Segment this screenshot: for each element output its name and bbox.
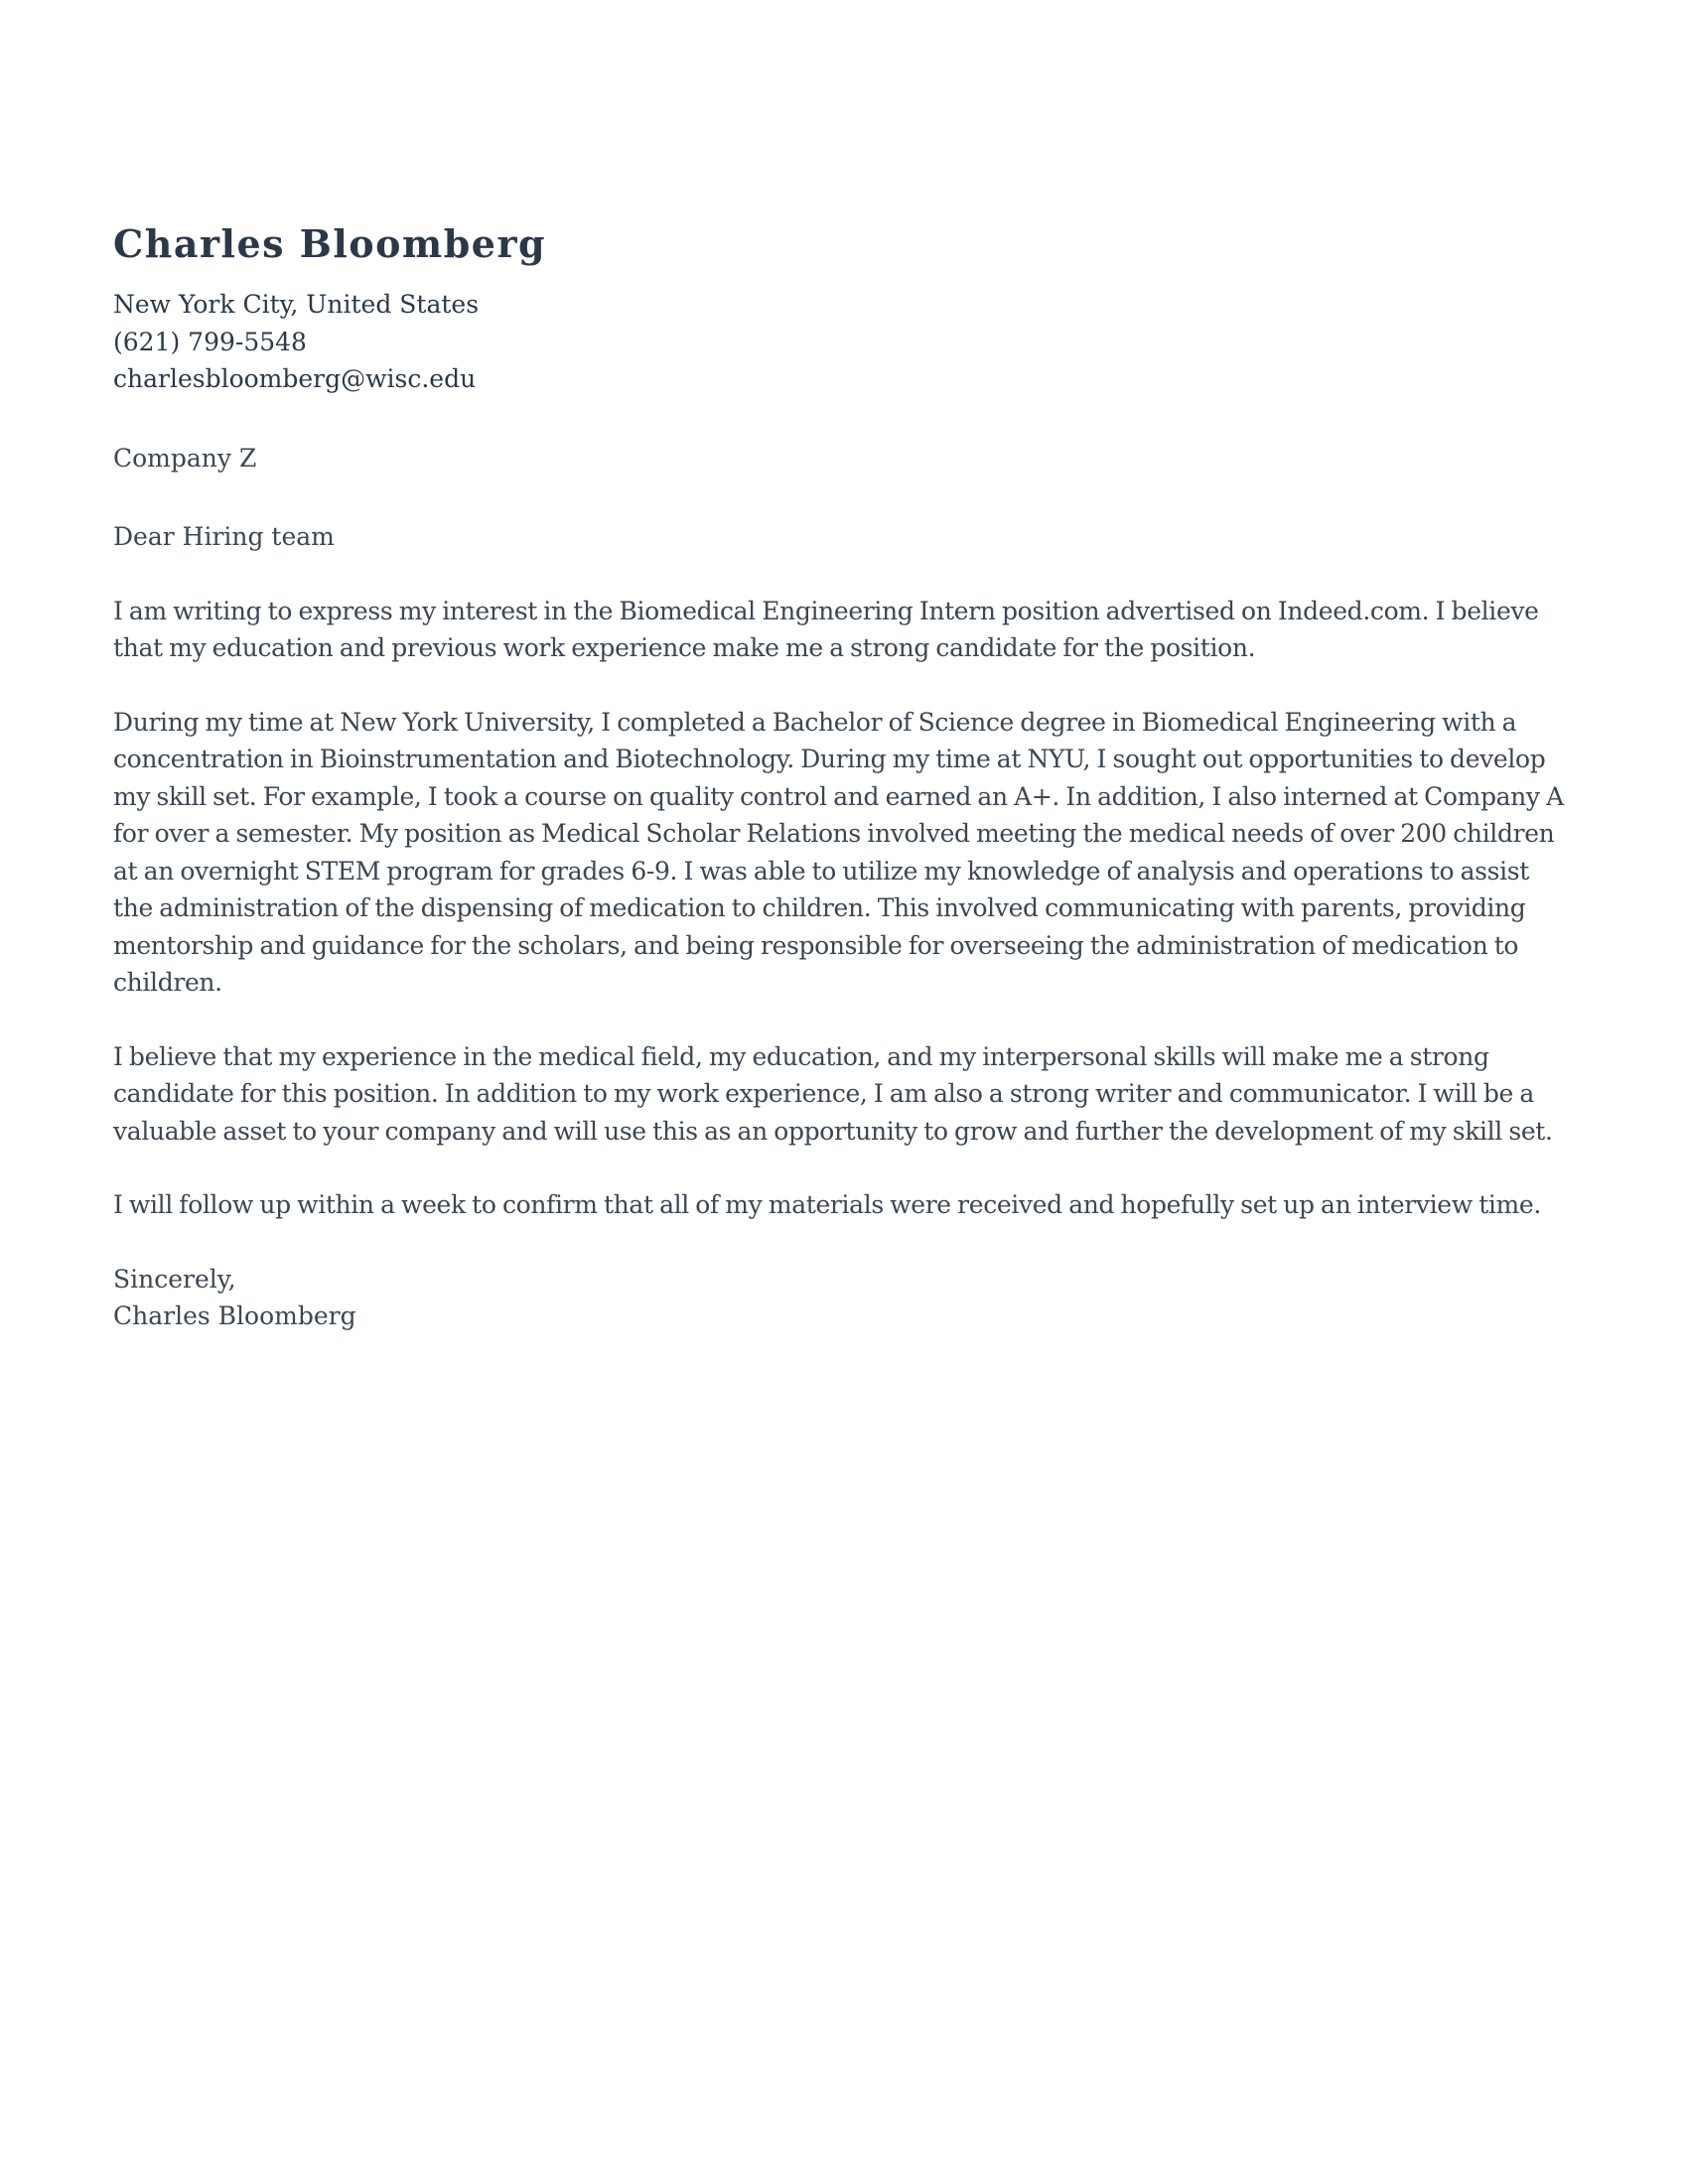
sender-email: charlesbloomberg@wisc.edu: [113, 364, 477, 393]
body-paragraph-4: I will follow up within a week to confirm that all of my materials were received and hopefully set up an interview time.: [113, 1190, 1541, 1219]
recipient-company: Company Z: [113, 443, 257, 473]
body-paragraph-2: During my time at New York University, I completed a Bachelor of Science degree in Biomedical Engineering with a concentration in Bioinstrumentation and Biotechnology. During my time at NYU, I sought out opportunities to develop my skill set. For example, I took a course on quality control and earned an A+. In addition, I also interned at Company A for over a semester. My position as Medical Scholar Relations involved meeting the medical needs of over 200 children at an overnight STEM program for grades 6-9. I was able to utilize my knowledge of analysis and operations to assist the administration of the dispensing of medication to children. This involved communicating with parents, providing mentorship and guidance for the scholars, and being responsible for overseeing the administration of medication to children.: [113, 707, 1564, 997]
salutation: Dear Hiring team: [113, 522, 335, 551]
sender-phone: (621) 799-5548: [113, 327, 307, 356]
signature-name: Charles Bloomberg: [113, 1301, 356, 1330]
letter-closing: [113, 1261, 1573, 1335]
body-paragraph-3: I believe that my experience in the medical field, my education, and my interpersonal skills will make me a strong candidate for this position. In addition to my work experience, I am also a strong writer and communicator. I will be a valuable asset to your company and will use this as an opportunity to grow and further the development of my skill set.: [113, 1041, 1553, 1146]
sender-name: Charles Bloomberg: [113, 221, 547, 266]
body-paragraph-1: I am writing to express my interest in the Biomedical Engineering Intern position advertised on Indeed.com. I believe that my education and previous work experience make me a strong candidate for the position.: [113, 596, 1539, 662]
valediction: Sincerely,: [113, 1264, 236, 1294]
sender-location: New York City, United States: [113, 290, 480, 319]
letter-body: [113, 593, 1573, 1224]
letter-header: [113, 220, 1573, 398]
cover-letter: [113, 220, 1573, 1335]
